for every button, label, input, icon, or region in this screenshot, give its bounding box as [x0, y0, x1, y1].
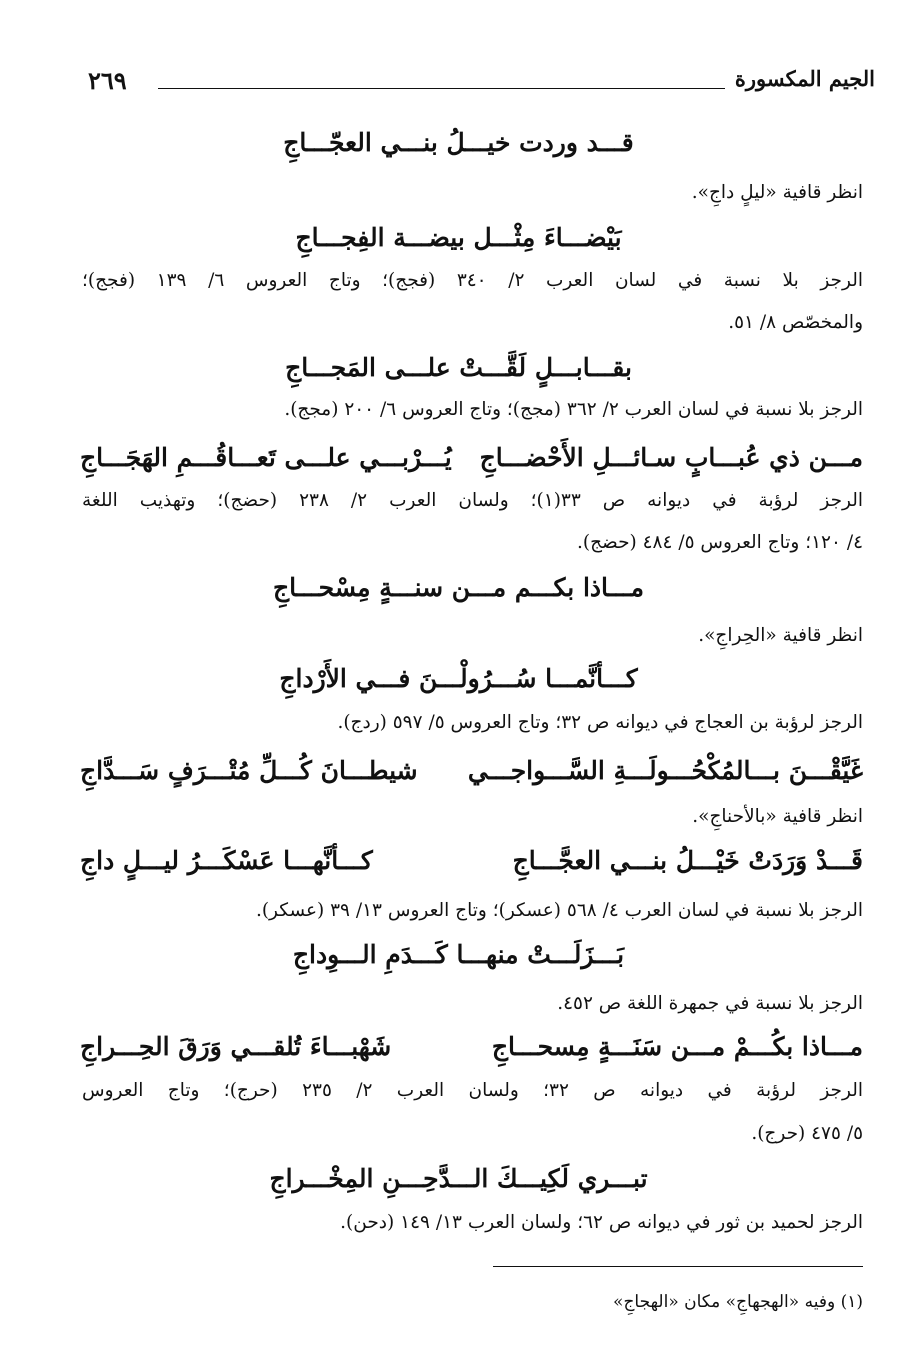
second-hemistich: كـــأنَّهـــا عَسْكَـــرُ ليـــلٍ داجِ [80, 846, 373, 875]
citation: الرجز بلا نسبة في لسان العرب ٢/ ٣٦٢ (مجج)؛ وتاج العروس ٦/ ٢٠٠ (مجج). [284, 399, 863, 420]
citation: الرجز بلا نسبة في لسان العرب ٢/ ٣٤٠ (فجج)؛ وتاج العروس ٦/ ١٣٩ (فجج)؛ [82, 270, 863, 291]
second-hemistich: شَهْبـــاءَ تُلقـــي وَرَقَ الحِـــراجِ [80, 1032, 392, 1061]
citation: والمخصّص ٨/ ٥١. [728, 312, 863, 333]
citation: الرجز لرؤبة في ديوانه ص ٣٢؛ ولسان العرب ٢/ ٢٣٥ (حرج)؛ وتاج العروس [82, 1080, 863, 1101]
first-hemistich: مـــن ذي عُبـــابٍ سـائـــلِ الأَحْضـــاجِ [479, 443, 863, 472]
first-hemistich: مـــاذا بكُـــمْ مـــن سَنَـــةٍ مِسحـــاجِ [491, 1032, 863, 1061]
verse: بَيْضـــاءَ مِثْـــل بيضـــة الفِجـــاجِ [295, 223, 622, 252]
citation: الرجز لرؤبة بن العجاج في ديوانه ص ٣٢؛ وتاج العروس ٥/ ٥٩٧ (ردج). [337, 712, 863, 733]
citation: ٤/ ١٢٠؛ وتاج العروس ٥/ ٤٨٤ (حضج). [577, 532, 863, 553]
verse: بقـــابـــلٍ لَقَّـــتْ علـــى المَجـــاجِ [285, 353, 632, 382]
chapter-title: الجيم المكسورة [734, 66, 875, 91]
verse: تبـــري لَكِيـــكَ الـــدَّحِـــنِ المِخْـــراجِ [269, 1164, 648, 1193]
verse: كـــأنَّمـــا سُـــرُولْـــنَ فـــي الأَرْداجِ [279, 664, 638, 693]
second-hemistich: يُـــرْبـــي علـــى تَعـــاقُـــمِ الهَجَـــاجِ [80, 443, 452, 472]
page-number: ٢٦٩ [88, 66, 127, 95]
second-hemistich: شيطـــانَ كُـــلِّ مُتْـــرَفٍ سَـــدَّاجِ [80, 756, 418, 785]
cross-reference: انظر قافية «الحِراجِ». [698, 625, 863, 646]
verse-couplet [80, 846, 863, 878]
verse-couplet [80, 1032, 863, 1064]
citation: ٥/ ٤٧٥ (حرج). [751, 1123, 863, 1144]
header-rule [158, 88, 725, 89]
citation: الرجز لرؤبة في ديوانه ص ٣٣(١)؛ ولسان العرب ٢/ ٢٣٨ (حضج)؛ وتهذيب اللغة [82, 490, 863, 511]
verse: قـــد وردت خيـــلُ بنـــي العجّـــاجِ [283, 128, 634, 157]
verse-couplet [80, 443, 863, 475]
cross-reference: انظر قافية «ليلٍ داجِ». [691, 182, 863, 203]
footnote-rule [493, 1266, 863, 1267]
verse: مـــاذا بكـــم مـــن سنـــةٍ مِسْحـــاجِ [272, 573, 645, 602]
cross-reference: انظر قافية «بالأحناجِ». [692, 806, 863, 827]
running-header [80, 66, 875, 106]
citation: الرجز بلا نسبة في جمهرة اللغة ص ٤٥٢. [557, 993, 863, 1014]
verse: بَـــزَلَـــتْ منهـــا كَـــدَمِ الـــوِداجِ [292, 940, 625, 969]
citation: الرجز بلا نسبة في لسان العرب ٤/ ٥٦٨ (عسكر)؛ وتاج العروس ١٣/ ٣٩ (عسكر). [255, 900, 863, 921]
verse-couplet [80, 756, 863, 788]
citation: الرجز لحميد بن ثور في ديوانه ص ٦٢؛ ولسان العرب ١٣/ ١٤٩ (دحن). [340, 1212, 863, 1233]
footnote: (١) وفيه «الهجهاجِ» مكان «الهجاجِ» [613, 1292, 863, 1312]
first-hemistich: قَـــدْ وَرَدَتْ خَيْـــلُ بنـــي العجَّـــاجِ [512, 846, 863, 875]
first-hemistich: غَيَّقْـــنَ بـــالمُكْحُـــولَـــةِ السَّـــواجـــي [467, 756, 863, 785]
